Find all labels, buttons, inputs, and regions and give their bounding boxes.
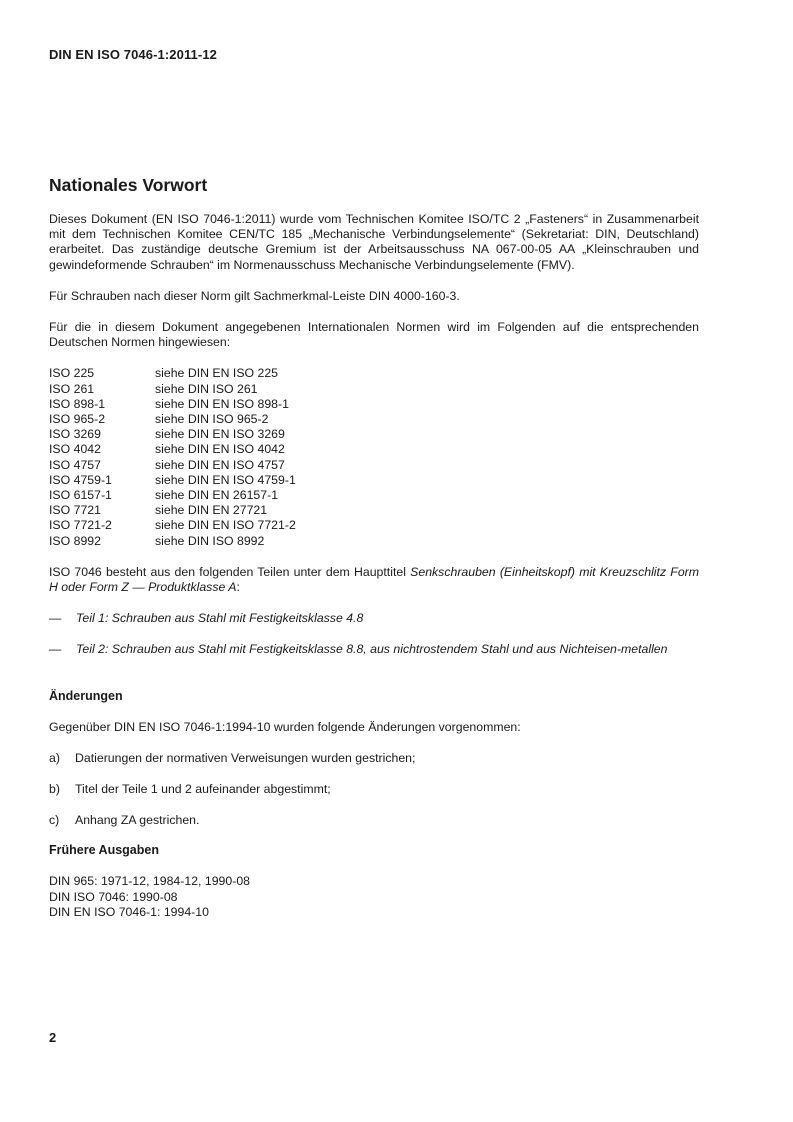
reference-row [49,503,699,518]
parts-intro-prefix: ISO 7046 besteht aus den folgenden Teilen unter dem Haupttitel [49,564,411,579]
change-text: Datierungen der normativen Verweisungen wurden gestrichen; [75,750,416,765]
national-foreword [49,174,699,920]
din-standard: siehe DIN ISO 965-2 [155,412,269,427]
iso-standard: ISO 4759-1 [49,472,112,487]
change-item [49,782,699,797]
iso-standard: ISO 225 [49,366,95,381]
reference-row [49,366,699,381]
parts-main-title: Senkschrauben (Einheitskopf) mit Kreuzschlitz Form H oder Form Z — Produktklasse A [49,564,699,595]
din-standard: siehe DIN ISO 8992 [155,533,265,548]
previous-editions-heading: Frühere Ausgaben [49,843,159,858]
iso-standard: ISO 261 [49,381,95,396]
din-standard: siehe DIN EN ISO 225 [155,366,279,381]
page-title: Nationales Vorwort [49,175,208,195]
references-list [49,366,699,548]
iso-standard: ISO 898-1 [49,396,106,411]
edition-line: DIN EN ISO 7046-1: 1994-10 [49,904,209,919]
reference-row [49,473,699,488]
din-standard: siehe DIN EN ISO 4042 [155,442,285,457]
list-letter: c) [49,813,60,828]
reference-row [49,442,699,457]
references-intro-paragraph: Für die in diesem Dokument angegebenen Internationalen Normen wird im Folgenden auf die entsprechenden Deutschen Normen hingewiesen: [49,320,699,350]
change-text: Titel der Teile 1 und 2 aufeinander abgestimmt; [75,782,331,797]
parts-intro-suffix: : [236,580,240,595]
change-item [49,751,699,766]
din-standard: siehe DIN EN ISO 3269 [155,427,285,442]
din-standard: siehe DIN EN ISO 898-1 [155,396,289,411]
part-item [49,642,699,657]
iso-standard: ISO 3269 [49,427,101,442]
document-id-header: DIN EN ISO 7046-1:2011-12 [49,47,217,62]
din-standard: siehe DIN EN ISO 4757 [155,457,285,472]
din-standard: siehe DIN EN ISO 4759-1 [155,472,296,487]
changes-list [49,751,699,829]
previous-editions-list [49,874,699,920]
din-standard: siehe DIN EN ISO 7721-2 [155,518,296,533]
change-item [49,813,699,828]
part-item [49,611,699,626]
iso-standard: ISO 7721 [49,503,101,518]
dash-bullet: — [49,611,62,626]
iso-standard: ISO 8992 [49,533,101,548]
part-text: Teil 2: Schrauben aus Stahl mit Festigkeitsklasse 8.8, aus nichtrostendem Stahl und aus Nichteisen-metallen [76,642,668,657]
reference-row [49,412,699,427]
din-standard: siehe DIN EN 26157-1 [155,488,279,503]
edition-line: DIN ISO 7046: 1990-08 [49,889,178,904]
din-standard: siehe DIN ISO 261 [155,381,258,396]
reference-row [49,397,699,412]
change-text: Anhang ZA gestrichen. [75,813,200,828]
parts-intro-paragraph [49,565,699,595]
reference-row [49,534,699,549]
reference-row [49,382,699,397]
iso-standard: ISO 4757 [49,457,101,472]
reference-row [49,458,699,473]
list-letter: a) [49,750,60,765]
intro-paragraph: Dieses Dokument (EN ISO 7046-1:2011) wurde vom Technischen Komitee ISO/TC 2 „Fasteners“ in Zusammenarbeit mit dem Technischen Komitee CEN/TC 185 „Mechanische Verbindungselemente“ (Sekretariat: DIN, Deutschland) erarbeitet. Das zuständige deutsche Gremium ist der Arbeitsausschuss NA 067-00-05 AA „Kleinschrauben und gewindeformende Schrauben“ im Normenausschuss Mechanische Verbindungselemente (FMV). [49,212,699,272]
page-number: 2 [49,1030,57,1045]
din-standard: siehe DIN EN 27721 [155,503,268,518]
iso-standard: ISO 965-2 [49,412,106,427]
dash-bullet: — [49,642,62,657]
part-text: Teil 1: Schrauben aus Stahl mit Festigkeitsklasse 4.8 [76,611,364,626]
reference-row [49,518,699,533]
edition-line: DIN 965: 1971-12, 1984-12, 1990-08 [49,874,250,889]
changes-intro: Gegenüber DIN EN ISO 7046-1:1994-10 wurden folgende Änderungen vorgenommen: [49,719,521,734]
iso-standard: ISO 7721-2 [49,518,112,533]
reference-row [49,488,699,503]
sachmerkmal-paragraph: Für Schrauben nach dieser Norm gilt Sachmerkmal-Leiste DIN 4000-160-3. [49,288,460,303]
parts-list [49,611,699,657]
iso-standard: ISO 6157-1 [49,488,112,503]
iso-standard: ISO 4042 [49,442,101,457]
changes-heading: Änderungen [49,688,123,703]
reference-row [49,427,699,442]
list-letter: b) [49,782,60,797]
